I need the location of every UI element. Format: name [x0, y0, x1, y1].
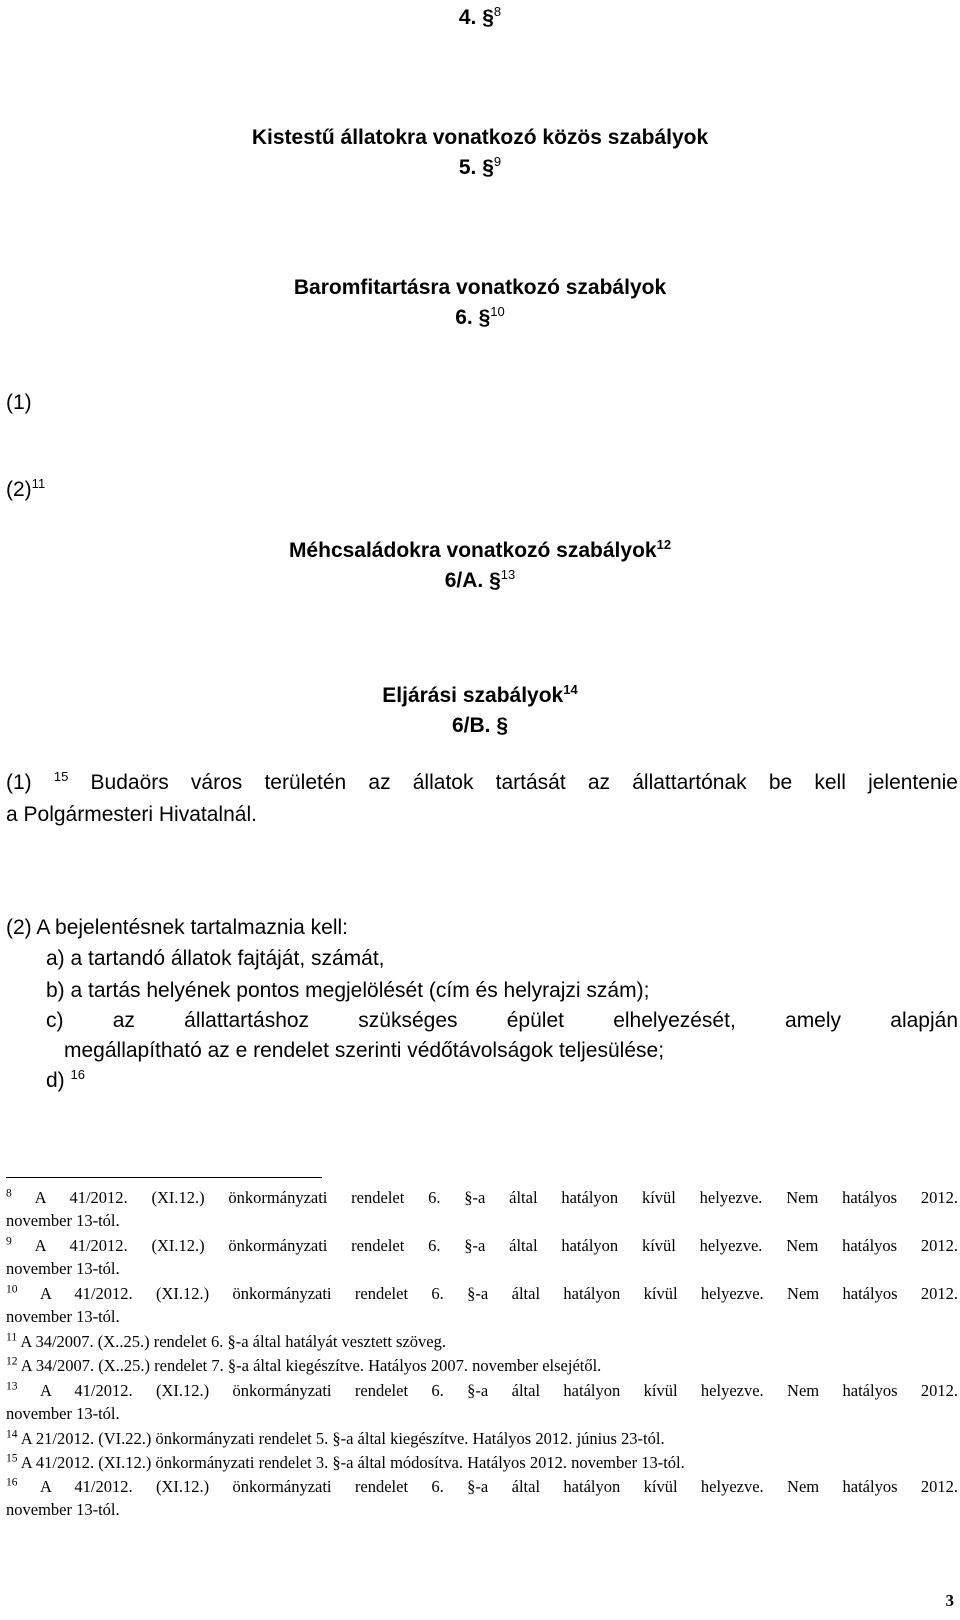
- footnote-9-line-2: november 13-tól.: [6, 1259, 120, 1278]
- footnote-10-line-1: [6, 1284, 958, 1304]
- footnote-ref: 16: [70, 1067, 86, 1082]
- footnote-15: [6, 1453, 685, 1473]
- footnote-8-line-2: november 13-tól.: [6, 1211, 120, 1230]
- footnote-14: [6, 1429, 665, 1449]
- section-4-heading: [0, 6, 960, 30]
- section-6b-paragraph-1-line-2: a Polgármesteri Hivatalnál.: [6, 803, 257, 826]
- footnote-number: 13: [6, 1380, 18, 1393]
- common-rules-title: Kistestű állatokra vonatkozó közös szabályok: [251, 126, 709, 149]
- footnote-13-line-1: [6, 1381, 958, 1401]
- section-label: 5.: [458, 156, 477, 179]
- footnote-text: A 41/2012. (XI.12.) önkormányzati rendelet 6. §-a által hatályon kívül helyezve. Nem hatályos 2012.: [34, 1188, 958, 1207]
- footnote-16-line-2: november 13-tól.: [6, 1500, 120, 1519]
- paragraph-label: (1): [6, 771, 32, 794]
- list-item-b: b) a tartás helyének pontos megjelölését (cím és helyrajzi szám);: [46, 979, 650, 1002]
- section-6-paragraph-1: (1): [6, 391, 32, 414]
- footnote-12: [6, 1356, 601, 1376]
- footnote-number: 12: [6, 1355, 18, 1368]
- title-text: Méhcsaládokra vonatkozó szabályok: [288, 539, 657, 562]
- footnote-ref: 14: [563, 682, 578, 697]
- section-5-heading: [0, 156, 960, 180]
- footnote-ref: 10: [490, 304, 505, 319]
- item-label: d): [46, 1069, 65, 1092]
- footnote-number: 8: [6, 1187, 12, 1200]
- paragraph-text: Budaörs város területén az állatok tartását az állattartónak be kell jelentenie: [90, 771, 958, 794]
- poultry-rules-title: Baromfitartásra vonatkozó szabályok: [293, 276, 667, 299]
- bee-colony-rules-title: [0, 539, 960, 563]
- section-6-paragraph-2: [6, 478, 45, 502]
- footnote-text: A 41/2012. (XI.12.) önkormányzati rendelet 6. §-a által hatályon kívül helyezve. Nem hatályos 2012.: [34, 1236, 958, 1255]
- footnote-number: 11: [6, 1331, 18, 1344]
- footnote-13-line-2: november 13-tól.: [6, 1404, 120, 1423]
- footnote-10-line-2: november 13-tól.: [6, 1307, 120, 1326]
- footnote-ref: 8: [493, 4, 502, 19]
- footnote-number: 16: [6, 1476, 18, 1489]
- list-item-c-line-2: megállapítható az e rendelet szerinti védőtávolságok teljesülése;: [64, 1039, 665, 1062]
- title-text: Eljárási szabályok: [382, 684, 564, 707]
- footnote-ref: 9: [493, 154, 502, 169]
- section-symbol: §: [496, 714, 509, 737]
- section-6b-heading: [0, 714, 960, 738]
- footnote-9-line-1: [6, 1236, 958, 1256]
- footnote-text: A 41/2012. (XI.12.) önkormányzati rendelet 6. §-a által hatályon kívül helyezve. Nem hatályos 2012.: [40, 1284, 959, 1303]
- footnote-text: A 41/2012. (XI.12.) önkormányzati rendelet 3. §-a által módosítva. Hatályos 2012. november 13-tól.: [20, 1453, 685, 1472]
- section-6-heading: [0, 306, 960, 330]
- section-symbol: §: [478, 306, 491, 329]
- footnote-11: [6, 1332, 446, 1352]
- section-symbol: §: [482, 6, 494, 29]
- footnote-8-line-1: [6, 1188, 958, 1208]
- section-label: 4.: [458, 6, 477, 29]
- footnote-ref: 12: [656, 537, 672, 552]
- footnote-number: 10: [6, 1283, 18, 1296]
- footnote-text: A 41/2012. (XI.12.) önkormányzati rendelet 6. §-a által hatályon kívül helyezve. Nem hatályos 2012.: [40, 1381, 959, 1400]
- footnote-16-line-1: [6, 1477, 958, 1497]
- list-item-c-line-1: c) az állattartáshoz szükséges épület elhelyezését, amely alapján: [46, 1009, 958, 1032]
- section-6b-paragraph-1-line-1: [6, 771, 958, 795]
- section-6b-paragraph-2-intro: (2) A bejelentésnek tartalmaznia kell:: [6, 916, 349, 939]
- footnote-number: 14: [6, 1428, 18, 1441]
- section-symbol: §: [489, 569, 501, 592]
- procedure-rules-title: [0, 684, 960, 708]
- list-item-a: a) a tartandó állatok fajtáját, számát,: [46, 947, 385, 970]
- footnote-text: A 34/2007. (X..25.) rendelet 6. §-a által hatályát vesztett szöveg.: [20, 1332, 447, 1351]
- footnote-text: A 34/2007. (X..25.) rendelet 7. §-a által kiegészítve. Hatályos 2007. november elsejétől.: [20, 1356, 602, 1375]
- footnote-ref: 15: [53, 769, 69, 784]
- footnote-ref: 13: [500, 567, 516, 582]
- footnote-text: A 41/2012. (XI.12.) önkormányzati rendelet 6. §-a által hatályon kívül helyezve. Nem hatályos 2012.: [40, 1477, 959, 1496]
- section-label: 6/A.: [444, 569, 484, 592]
- footnote-number: 9: [6, 1235, 12, 1248]
- paragraph-label: (2): [6, 478, 32, 501]
- footnote-separator: [6, 1177, 322, 1178]
- list-item-d: [46, 1069, 85, 1093]
- section-6a-heading: [0, 569, 960, 593]
- footnote-ref: 11: [31, 476, 46, 491]
- footnote-text: A 21/2012. (VI.22.) önkormányzati rendelet 5. §-a által kiegészítve. Hatályos 2012. június 23-tól.: [20, 1429, 665, 1448]
- footnote-number: 15: [6, 1452, 18, 1465]
- page-number: 3: [945, 1591, 954, 1610]
- section-symbol: §: [482, 156, 494, 179]
- section-label: 6.: [455, 306, 473, 329]
- section-label: 6/B.: [451, 714, 491, 737]
